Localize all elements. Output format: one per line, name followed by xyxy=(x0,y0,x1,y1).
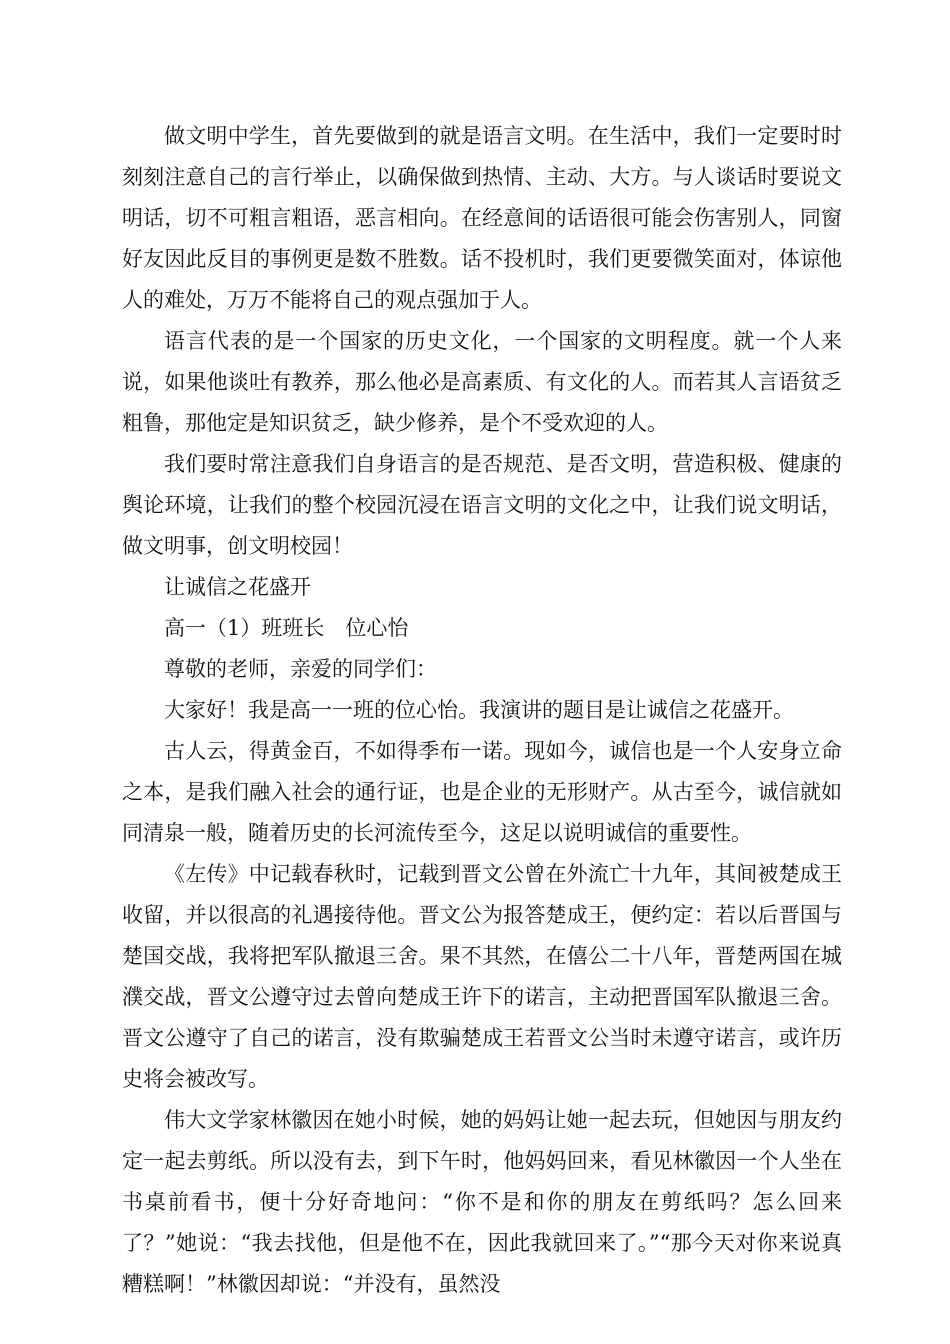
paragraph-language-culture: 语言代表的是一个国家的历史文化，一个国家的文明程度。就一个人来说，如果他谈吐有教养，那么他必是高素质、有文化的人。而若其人言语贫乏粗鲁，那他定是知识贫乏，缺少修养，是个不受欢迎的人。 xyxy=(122,329,842,435)
paragraph-lin-huiyin-story: 伟大文学家林徽因在她小时候，她的妈妈让她一起去玩，但她因与朋友约定一起去剪纸。所以没有去，到下午时，他妈妈回来，看见林徽因一个人坐在书桌前看书，便十分好奇地问：“你不是和你的朋友在剪纸吗？怎么回来了？”她说：“我去找他，但是他不在，因此我就回来了。”“那今天对你来说真糟糕啊！”林徽因却说：“并没有，虽然没 xyxy=(122,1108,842,1296)
document-body xyxy=(122,116,842,1305)
paragraph-language-civility: 做文明中学生，首先要做到的就是语言文明。在生活中，我们一定要时时刻刻注意自己的言行举止，以确保做到热情、主动、大方。与人谈话时要说文明话，切不可粗言粗语，恶言相向。在经意间的话语很可能会伤害别人，同窗好友因此反目的事例更是数不胜数。话不投机时，我们更要微笑面对，体谅他人的难处，万万不能将自己的观点强加于人。 xyxy=(122,124,842,312)
paragraph-ancient-saying: 古人云，得黄金百，不如得季布一诺。现如今，诚信也是一个人安身立命之本，是我们融入社会的通行证，也是企业的无形财产。从古至今，诚信就如同清泉一般，随着历史的长河流传至今，这足以说明诚信的重要性。 xyxy=(122,739,842,845)
speaker-byline: 高一（1）班班长 位心怡 xyxy=(164,616,409,640)
salutation: 尊敬的老师，亲爱的同学们： xyxy=(164,657,437,681)
speech-title: 让诚信之花盛开 xyxy=(164,575,311,599)
greeting: 大家好！我是高一一班的位心怡。我演讲的题目是让诚信之花盛开。 xyxy=(164,698,794,722)
paragraph-zuozhuan-story: 《左传》中记载春秋时，记载到晋文公曾在外流亡十九年，其间被楚成王收留，并以很高的礼遇接待他。晋文公为报答楚成王，便约定：若以后晋国与楚国交战，我将把军队撤退三舍。果不其然，在僖公二十八年，晋楚两国在城濮交战，晋文公遵守过去曾向楚成王许下的诺言，主动把晋国军队撤退三舍。晋文公遵守了自己的诺言，没有欺骗楚成王若晋文公当时未遵守诺言，或许历史将会被改写。 xyxy=(122,862,842,1091)
paragraph-civil-campus: 我们要时常注意我们自身语言的是否规范、是否文明，营造积极、健康的舆论环境，让我们的整个校园沉浸在语言文明的文化之中，让我们说文明话，做文明事，创文明校园！ xyxy=(122,452,842,558)
